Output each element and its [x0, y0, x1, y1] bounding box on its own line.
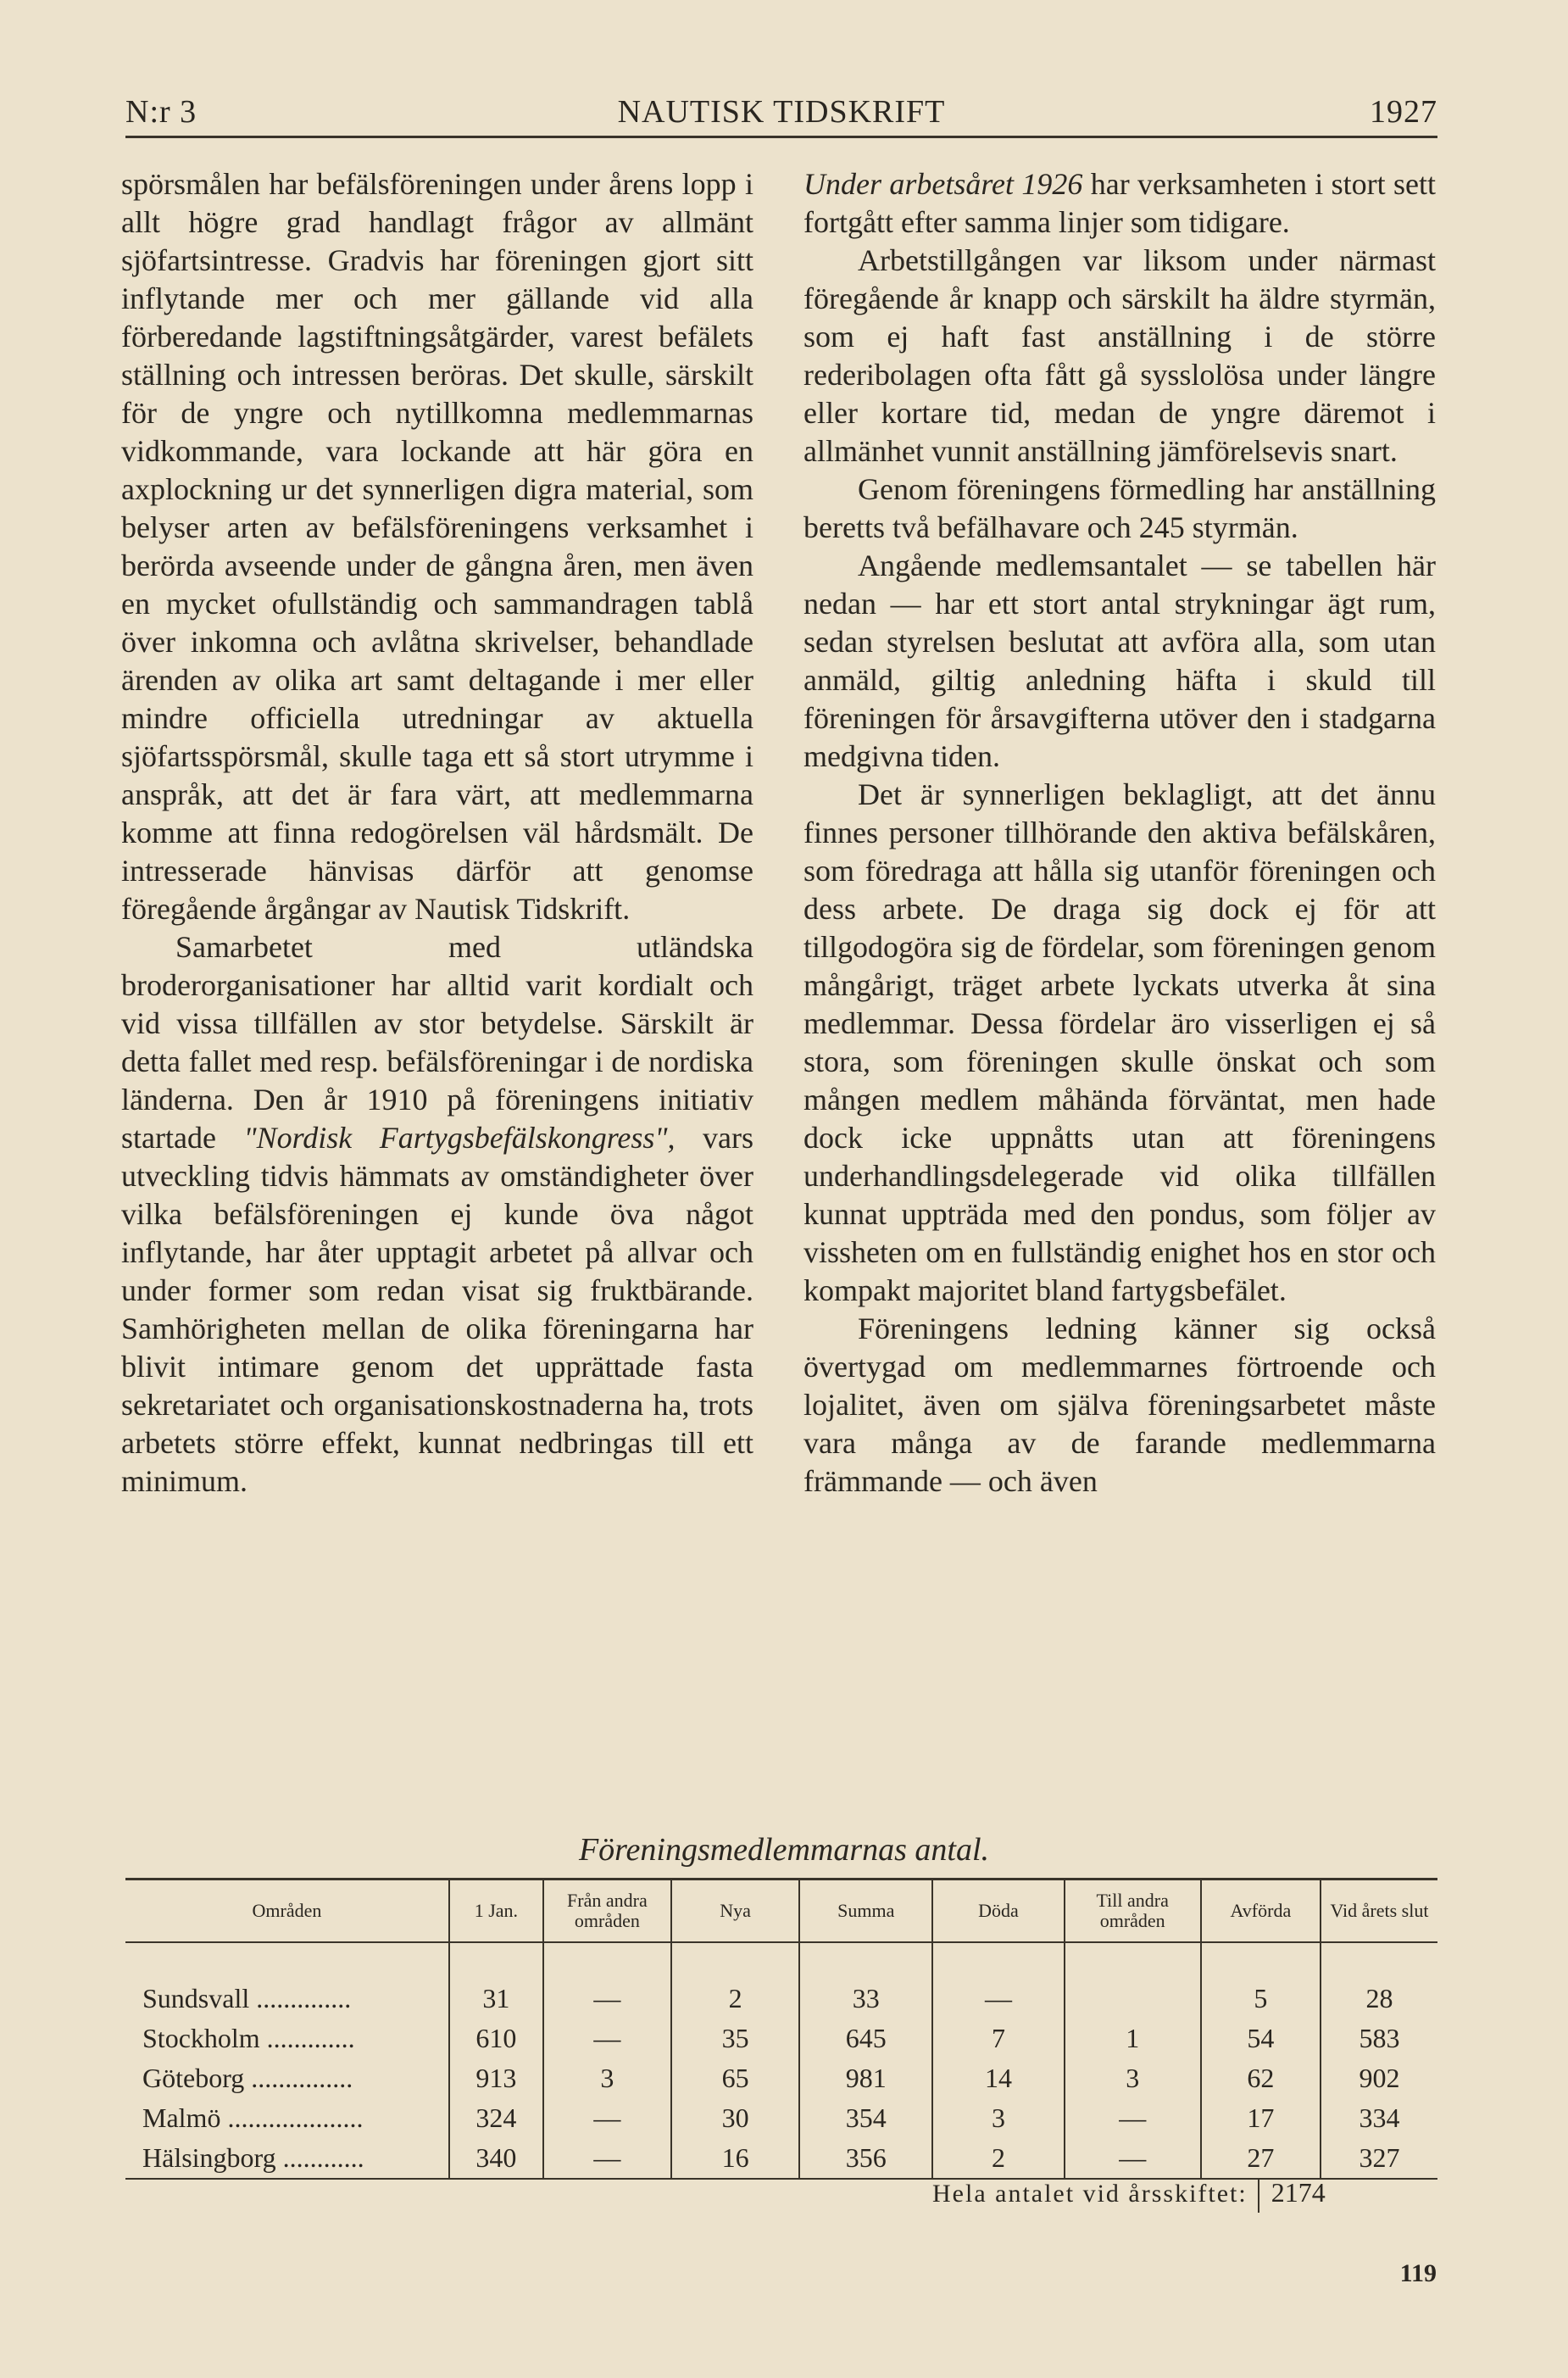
col-header: Döda — [932, 1880, 1064, 1943]
table-row: Malmö .................... 324 — 30 354 3 — 17 334 — [125, 2098, 1437, 2138]
left-column — [121, 165, 753, 1501]
divider — [1258, 2179, 1259, 2213]
area-cell: Göteborg ............... — [142, 2063, 353, 2093]
col-header: Vid årets slut — [1321, 1880, 1437, 1943]
membership-table — [125, 1878, 1437, 2180]
issue-number: N:r 3 — [125, 94, 197, 130]
total-row — [932, 2177, 1326, 2213]
paragraph: Under arbetsåret 1926 har verksamheten i stort sett fortgått efter samma linjer som tidigare. — [803, 167, 1437, 239]
table-row: Göteborg ............... 913 3 65 981 14 3 62 902 — [125, 2058, 1437, 2098]
paragraph: Samarbetet med utländska broderorganisationer har alltid varit kordialt och vid vissa tillfällen av stor betydelse. Särskilt är detta fallet med resp. befälsföreningar i de nordiska länderna. Den år 1910 på föreningens initiativ startade "Nordisk Fartygsbefälskongress", vars utveckling tidvis hämmats av omständigheter över vilka befälsföreningen ej kunde öva något inflytande, har åter upptagit arbetet på allvar och under former som redan visat sig fruktbärande. Samhörigheten mellan de olika föreningarna har blivit intimare genom det upprättade fasta sekretariatet och organisationskostnaderna ha, trots arbetets större effekt, kunnat nedbringas till ett minimum. — [121, 930, 754, 1498]
paragraph: Det är synnerligen beklagligt, att det ännu finnes personer tillhörande den aktiva befälskåren, som föredraga att hålla sig utanför föreningen och dess arbete. De draga sig dock ej för att tillgodogöra sig de fördelar, som föreningen genom mångårigt, träget arbete lyckats utverka åt sina medlemmar. Dessa fördelar äro visserligen ej så stora, som föreningen skulle önskat och som mången medlem måhända förväntat, men hade dock icke uppnåtts utan att föreningens underhandlingsdelegerade vid olika tillfällen kunnat uppträda med den pondus, som följer av vissheten om en fullständig enighet hos en stor och kompakt majoritet bland fartygsbefälet. — [803, 777, 1436, 1307]
col-header: Nya — [671, 1880, 799, 1943]
col-header: 1 Jan. — [449, 1880, 543, 1943]
area-cell: Malmö .................... — [142, 2102, 364, 2133]
col-header: Från andra områden — [543, 1880, 671, 1943]
col-header: Summa — [799, 1880, 932, 1943]
congress-name: "Nordisk Fartygsbefälskongress", — [243, 1121, 676, 1155]
area-cell: Sundsvall .............. — [142, 1983, 352, 2013]
paragraph: Angående medlemsantalet — se tabellen här nedan — har ett stort antal strykningar ägt rum, sedan styrelsen beslutat att avföra alla, som utan anmäld, giltig anledning häfta i skuld till föreningen för årsavgifterna utöver den i stadgarna medgivna tiden. — [803, 549, 1436, 773]
table-row: Hälsingborg ............ 340 — 16 356 2 — 27 327 — [125, 2138, 1437, 2179]
total-label: Hela antalet vid årsskiftet: — [932, 2180, 1248, 2208]
table-row: Sundsvall .............. 31 — 2 33 — 5 28 — [125, 1979, 1437, 2019]
table-row: Stockholm ............. 610 — 35 645 7 1 54 583 — [125, 2019, 1437, 2058]
paragraph: Genom föreningens förmedling har anställning beretts två befälhavare och 245 styrmän. — [803, 472, 1436, 544]
area-cell: Stockholm ............. — [142, 2023, 355, 2053]
paragraph: Arbetstillgången var liksom under närmast föregående år knapp och särskilt ha äldre styrmän, som ej haft fast anställning i de större rederibolagen ofta fått gå sysslolösa under längre eller kortare tid, medan de yngre däremot i allmänhet vunnit anställning jämförelsevis snart. — [803, 243, 1436, 468]
section-lead: Under arbetsåret 1926 — [803, 167, 1083, 201]
journal-title: NAUTISK TIDSKRIFT — [617, 94, 946, 130]
running-header — [125, 88, 1437, 138]
paragraph: spörsmålen har befälsföreningen under årens lopp i allt högre grad handlagt frågor av allmänt sjöfartsintresse. Gradvis har föreningen gjort sitt inflytande mer och mer gällande vid alla förberedande lagstiftningsåtgärder, varest befälets ställning och intressen beröras. Det skulle, särskilt för de yngre och nytillkomna medlemmarnas vidkommande, vara lockande att här göra en axplockning ur det synnerligen digra material, som belyser arten av befälsföreningens verksamhet i berörda avseende under de gångna åren, men även en mycket ofullständig och sammandragen tablå över inkomna och avlåtna skrivelser, behandlade ärenden av olika art samt deltagande i mer eller mindre officiella utredningar av aktuella sjöfartsspörsmål, skulle taga ett så stort utrymme i anspråk, att det är fara värt, att medlemmarna komme att finna redogörelsen väl hårdsmält. De intresserade hänvisas därför att genomse föregående årgångar av Nautisk Tidskrift. — [121, 167, 753, 926]
paragraph: Föreningens ledning känner sig också övertygad om medlemmarnes förtroende och lojalitet, även om själva föreningsarbetet måste vara många av de farande medlemmarna främmande — och även — [803, 1312, 1436, 1498]
table-header-row — [125, 1880, 1437, 1943]
col-header: Avförda — [1201, 1880, 1321, 1943]
page-number: 119 — [1399, 2259, 1437, 2287]
table-title: Föreningsmedlemmarnas antal. — [578, 1832, 990, 1868]
year: 1927 — [1370, 94, 1437, 130]
right-column — [803, 165, 1436, 1501]
col-header: Till andra områden — [1065, 1880, 1201, 1943]
total-value: 2174 — [1271, 2177, 1326, 2208]
col-header: Områden — [125, 1880, 449, 1943]
area-cell: Hälsingborg ............ — [125, 2138, 449, 2179]
